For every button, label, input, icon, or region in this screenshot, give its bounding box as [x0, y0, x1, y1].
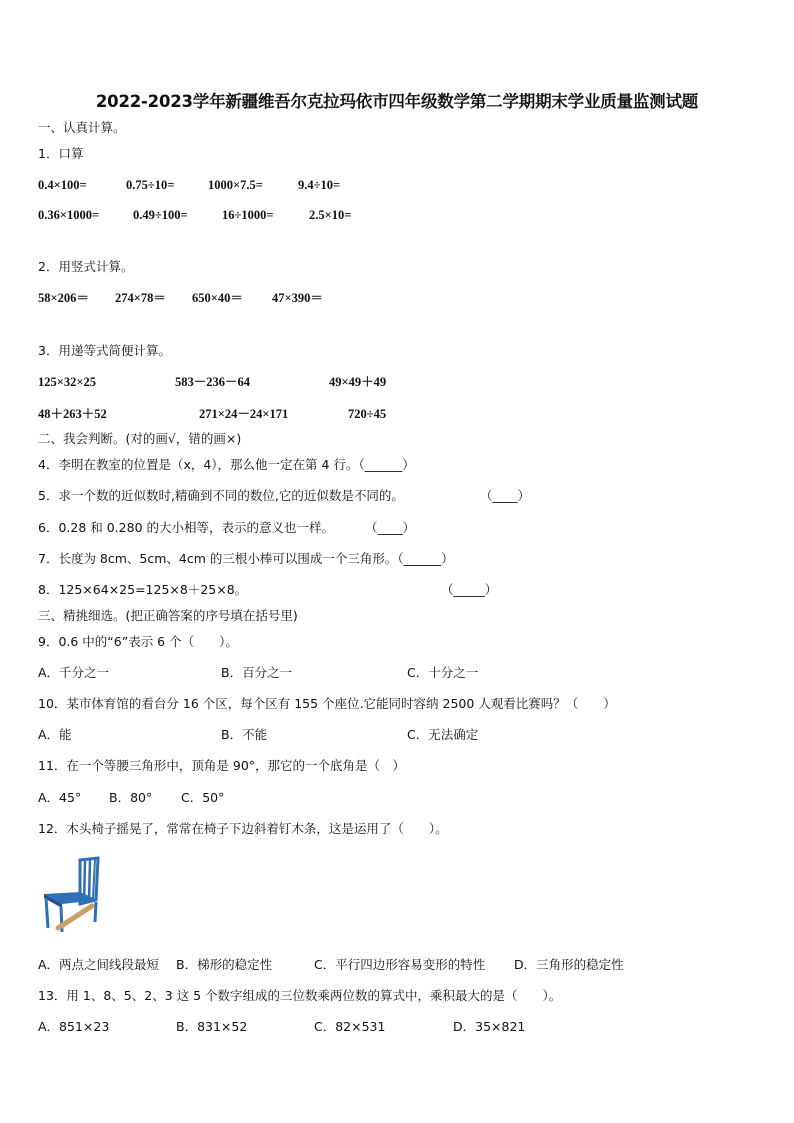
q4-blank: ______	[364, 457, 403, 472]
q11-option-c: C．50°	[181, 790, 225, 805]
q4-text: 4．李明在教室的位置是（x，4），那么他一定在第 4 行。（	[38, 457, 365, 472]
q11-option-b: B．80°	[109, 790, 153, 805]
q12-option-a: A．两点之间线段最短	[38, 957, 160, 972]
q13-option-d: D．35×821	[453, 1019, 526, 1034]
q10-option-c: C．无法确定	[407, 727, 479, 742]
q5-text: 5．求一个数的近似数时,精确到不同的数位,它的近似数是不同的。	[38, 488, 404, 503]
q2-label: 2．用竖式计算。	[38, 259, 134, 274]
q1-item: 2.5×10=	[309, 208, 352, 222]
q5-answer-paren: （____）	[480, 488, 531, 503]
q3-label: 3．用递等式简便计算。	[38, 343, 171, 358]
q6-answer-paren: （____）	[365, 520, 416, 535]
q11-option-a: A．45°	[38, 790, 82, 805]
q1-label: 1．口算	[38, 146, 84, 161]
q6-text: 6．0.28 和 0.280 的大小相等，表示的意义也一样。	[38, 520, 334, 535]
section-2-heading: 二、我会判断。(对的画√，错的画×)	[38, 431, 242, 446]
chair-illustration	[40, 856, 110, 934]
q2-item: 58×206＝	[38, 291, 89, 305]
q10-option-a: A．能	[38, 727, 72, 742]
q3-item: 720÷45	[348, 407, 387, 421]
q1-item: 0.75÷10=	[126, 178, 175, 192]
q1-item: 0.4×100=	[38, 178, 87, 192]
q9-option-a: A．千分之一	[38, 665, 110, 680]
q9-option-c: C．十分之一	[407, 665, 479, 680]
q11-text: 11．在一个等腰三角形中，顶角是 90°，那它的一个底角是（ ）	[38, 758, 406, 773]
q1-item: 0.49÷100=	[133, 208, 188, 222]
q7-blank: ______	[403, 551, 442, 566]
q7-text: 7．长度为 8cm、5cm、4cm 的三根小棒可以围成一个三角形。（	[38, 551, 404, 566]
section-1-heading: 一、认真计算。	[38, 120, 126, 135]
q1-item: 9.4÷10=	[298, 178, 341, 192]
q1-item: 16÷1000=	[222, 208, 274, 222]
q7-close: ）	[441, 551, 454, 566]
q8-answer-paren: （_____）	[441, 582, 498, 597]
q12-option-c: C．平行四边形容易变形的特性	[314, 957, 486, 972]
q3-item: 583－236－64	[175, 375, 251, 389]
q12-text: 12．木头椅子摇晃了，常常在椅子下边斜着钉木条，这是运用了（ ）。	[38, 821, 448, 836]
diagonal-wood-brace	[58, 906, 92, 928]
q12-option-b: B．梯形的稳定性	[176, 957, 273, 972]
q4	[38, 457, 415, 473]
q10-option-b: B．不能	[221, 727, 268, 742]
q2-item: 47×390＝	[272, 291, 323, 305]
q8-text: 8．125×64×25=125×8＋25×8。	[38, 582, 248, 597]
q3-item: 48＋263＋52	[38, 407, 107, 421]
q3-item: 49×49＋49	[329, 375, 387, 389]
q9-option-b: B．百分之一	[221, 665, 293, 680]
q9-text: 9．0.6 中的“6”表示 6 个（ ）。	[38, 634, 238, 649]
q7	[38, 551, 454, 567]
q1-item: 1000×7.5=	[208, 178, 263, 192]
q2-item: 650×40＝	[192, 291, 243, 305]
q13-option-a: A．851×23	[38, 1019, 110, 1034]
section-3-heading: 三、精挑细选。(把正确答案的序号填在括号里)	[38, 608, 298, 623]
q13-option-b: B．831×52	[176, 1019, 248, 1034]
q2-item: 274×78＝	[115, 291, 166, 305]
exam-title: 2022-2023学年新疆维吾尔克拉玛依市四年级数学第二学期期末学业质量监测试题	[95, 92, 699, 111]
q10-text: 10．某市体育馆的看台分 16 个区，每个区有 155 个座位.它能同时容纳 2500 人观看比赛吗？（ ）	[38, 696, 616, 711]
q3-item: 125×32×25	[38, 375, 96, 389]
q3-item: 271×24－24×171	[199, 407, 289, 421]
q13-text: 13．用 1、8、5、2、3 这 5 个数字组成的三位数乘两位数的算式中，乘积最大的是（ ）。	[38, 988, 562, 1003]
q4-close: ）	[402, 457, 415, 472]
q13-option-c: C．82×531	[314, 1019, 386, 1034]
q12-option-d: D．三角形的稳定性	[514, 957, 624, 972]
q1-item: 0.36×1000=	[38, 208, 100, 222]
